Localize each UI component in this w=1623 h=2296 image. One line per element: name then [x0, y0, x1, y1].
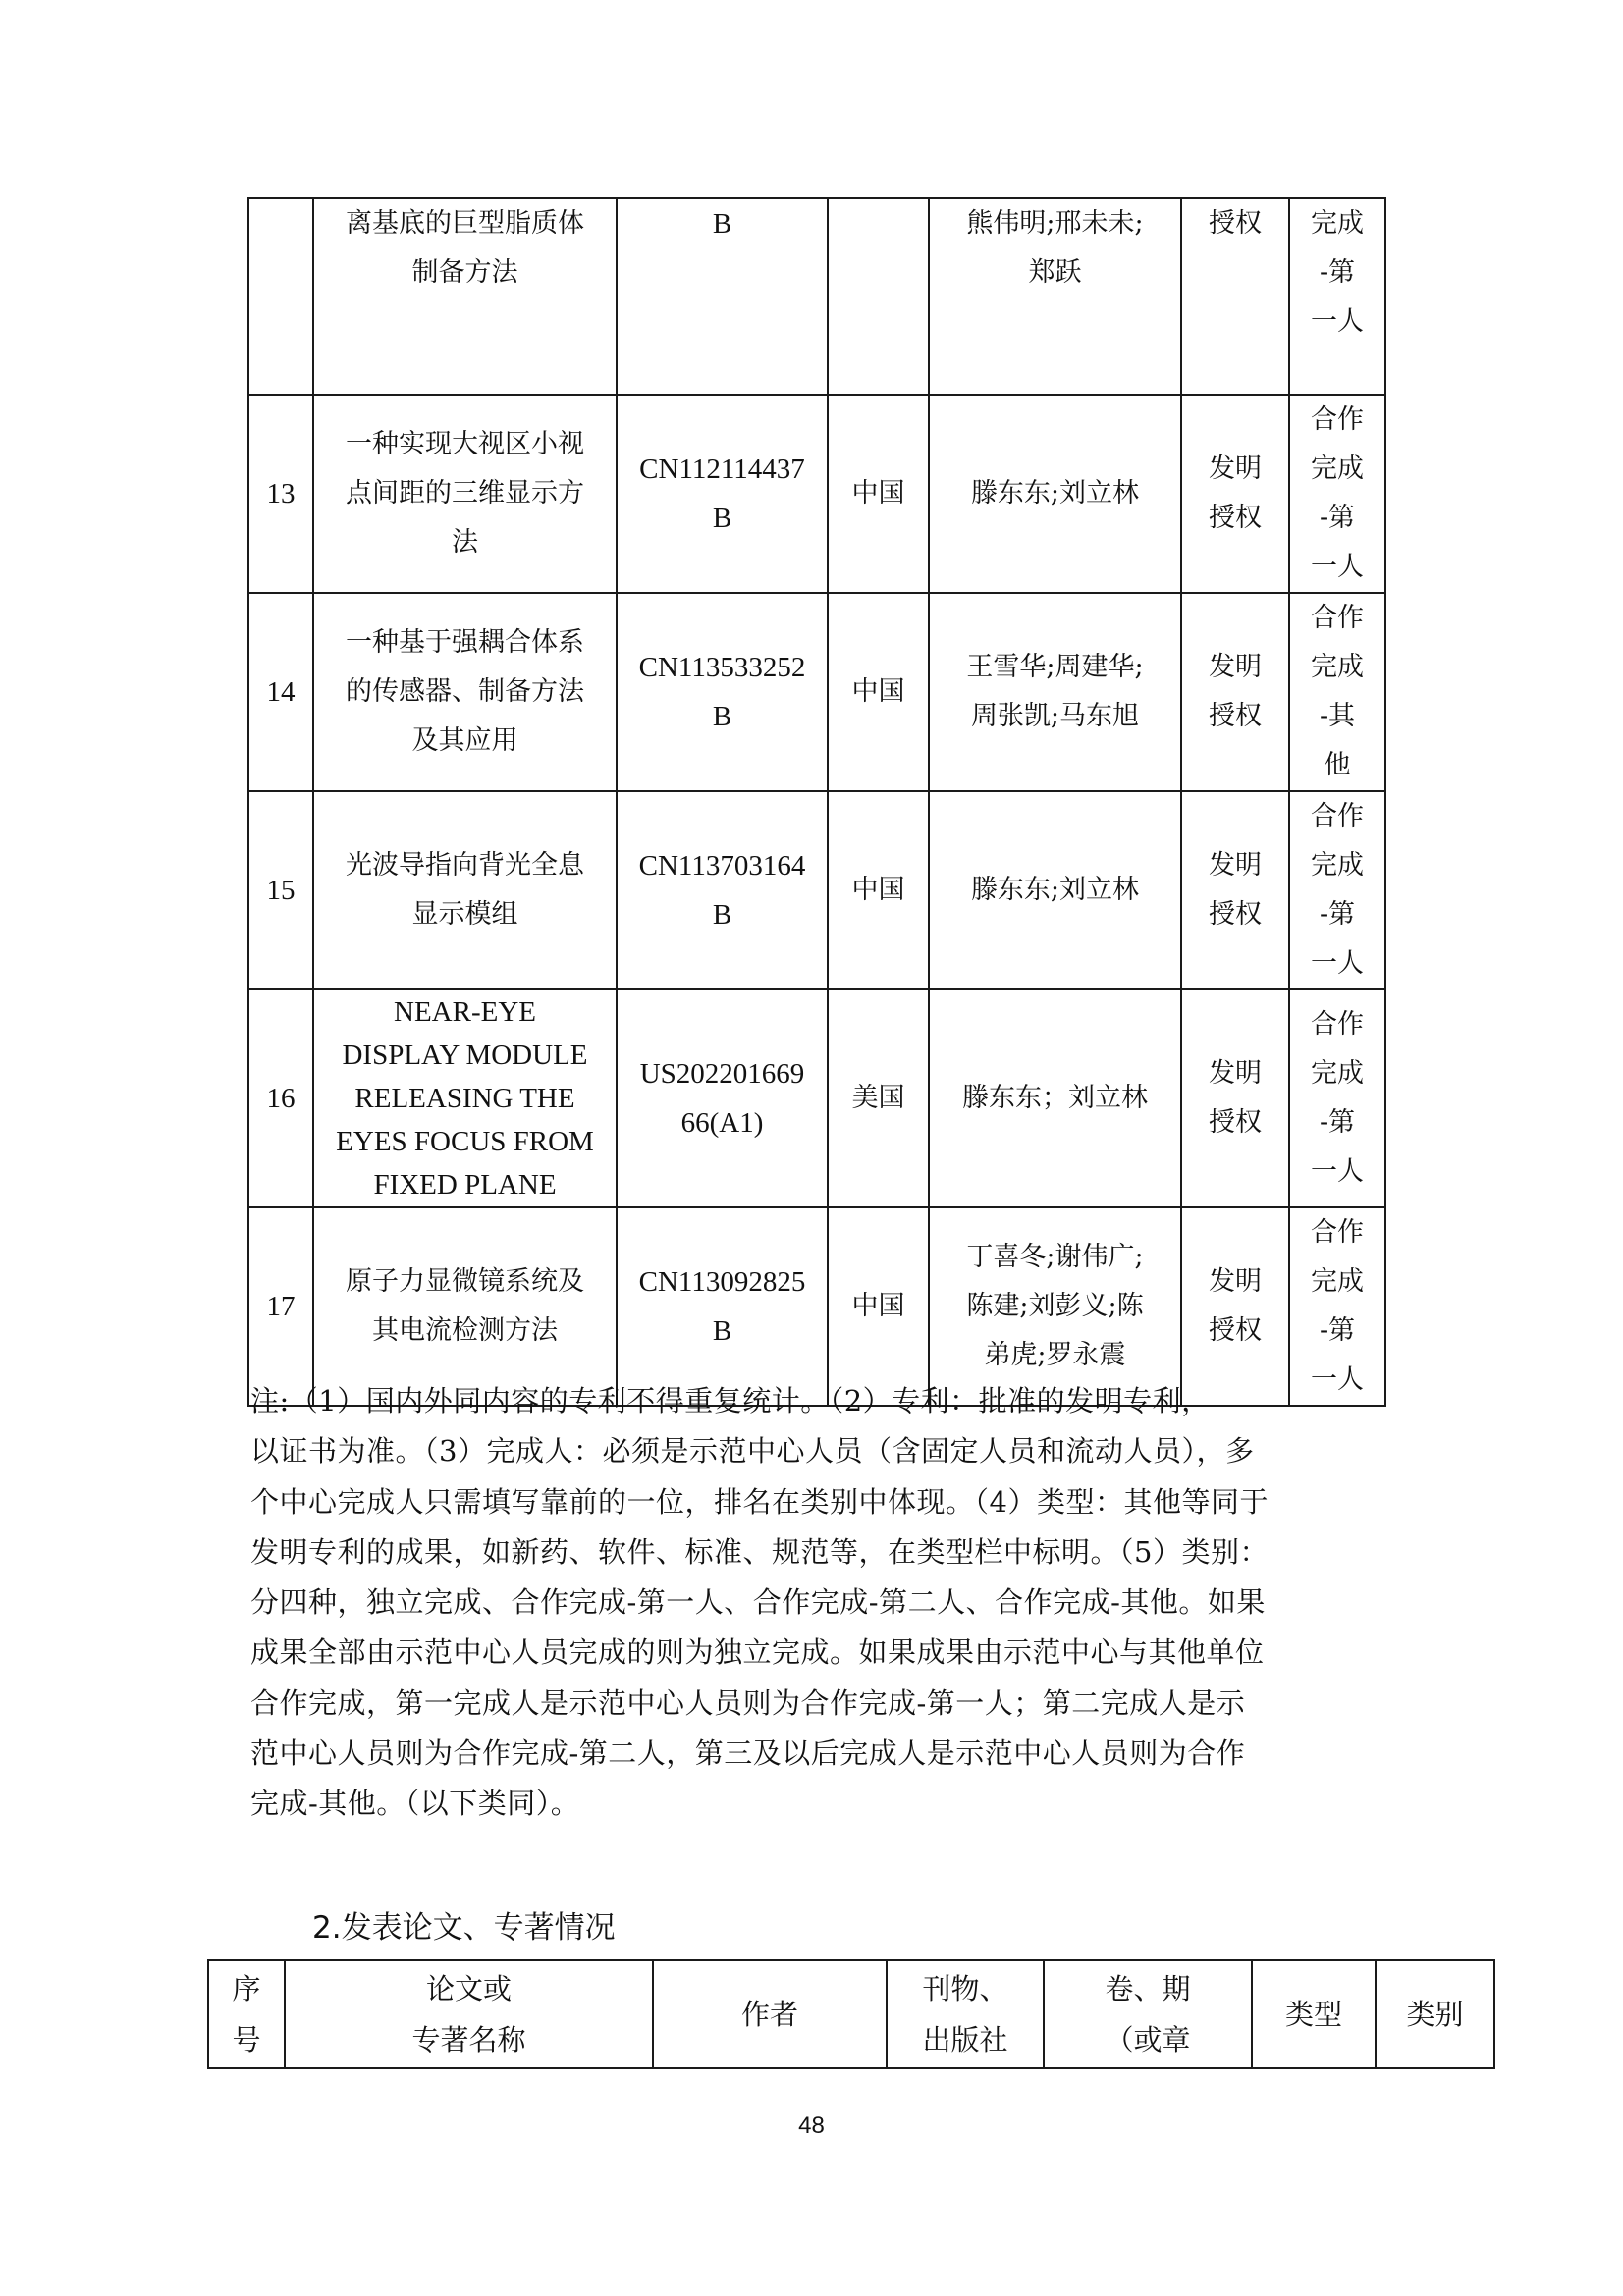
papers-header-line: 类型	[1284, 1998, 1342, 2031]
patent-title	[313, 791, 617, 989]
patent-number-line: B	[712, 701, 732, 732]
patent-category-line: 一人	[1311, 306, 1364, 337]
patent-title-line: 的传感器、制备方法	[346, 676, 584, 707]
note-line: 分四种，独立完成、合作完成-第一人、合作完成-第二人、合作完成-其他。如果	[250, 1585, 1266, 1620]
patent-category-line: 完成	[1311, 454, 1364, 484]
page-number: 48	[798, 2112, 825, 2139]
patent-type-line: 授权	[1209, 208, 1262, 239]
patent-type-line: 授权	[1209, 899, 1262, 930]
patent-title-line: FIXED PLANE	[373, 1169, 557, 1201]
patent-category-line: -第	[1319, 1315, 1356, 1346]
patent-category-line: 合作	[1311, 404, 1364, 435]
row-number: 17	[248, 1207, 313, 1406]
patent-inventors-line: 滕东东；刘立林	[962, 1083, 1148, 1113]
patent-type-line: 发明	[1209, 1266, 1262, 1297]
patent-inventors-line: 熊伟明;邢未未;	[966, 208, 1144, 239]
patent-title-line: 显示模组	[411, 899, 518, 930]
patent-type-line: 发明	[1209, 454, 1262, 484]
patent-type-line: 发明	[1209, 1058, 1262, 1089]
papers-header-line: 卷、期	[1105, 1972, 1191, 2005]
row-number: 16	[248, 989, 313, 1207]
papers-header-line: （或章	[1105, 2023, 1191, 2056]
patent-inventors-line: 陈建;刘彭义;陈	[966, 1291, 1144, 1321]
patent-number	[617, 593, 828, 791]
patent-category-line: -第	[1319, 257, 1356, 288]
patent-inventors-line: 丁喜冬;谢伟广;	[966, 1242, 1144, 1272]
patent-title-line: 一种基于强耦合体系	[346, 627, 584, 658]
patent-category	[1289, 989, 1385, 1207]
patent-title-line: 光波导指向背光全息	[346, 850, 584, 881]
papers-header-cell	[285, 1960, 653, 2068]
patent-category-line: 完成	[1311, 208, 1364, 239]
patent-number-line: B	[712, 1315, 732, 1347]
note-line: 成果全部由示范中心人员完成的则为独立完成。如果成果由示范中心与其他单位	[250, 1635, 1265, 1670]
patent-inventors-line: 王雪华;周建华;	[966, 652, 1144, 682]
patent-category-line: 一人	[1311, 1156, 1364, 1187]
patent-category-line: 完成	[1311, 1266, 1364, 1297]
patent-category-line: 一人	[1311, 948, 1364, 979]
patent-category-line: 完成	[1311, 652, 1364, 682]
patent-category	[1289, 198, 1385, 395]
row-number: 15	[248, 791, 313, 989]
section-heading: 2.发表论文、专著情况	[312, 1910, 616, 1946]
papers-header-line: 类别	[1406, 1998, 1464, 2031]
patent-type	[1181, 791, 1289, 989]
patent-number-line: US202201669	[639, 1058, 805, 1090]
papers-header-line: 刊物、	[922, 1972, 1008, 2005]
patent-number	[617, 198, 828, 395]
patent-number-line: B	[712, 503, 732, 534]
papers-header-line: 作者	[740, 1998, 798, 2031]
patent-title-line: NEAR-EYE	[394, 996, 536, 1028]
patent-country: 中国	[828, 593, 929, 791]
patent-category-line: 合作	[1311, 1009, 1364, 1040]
patent-row	[248, 593, 1385, 791]
patent-type-line: 发明	[1209, 850, 1262, 881]
patent-title-line: 其电流检测方法	[372, 1315, 558, 1346]
patent-number-line: CN113703164	[638, 850, 806, 881]
patent-title-line: 制备方法	[411, 257, 518, 288]
patent-category	[1289, 791, 1385, 989]
patent-number	[617, 395, 828, 593]
patent-title-line: DISPLAY MODULE	[342, 1040, 588, 1071]
patent-title	[313, 198, 617, 395]
papers-header-cell	[887, 1960, 1044, 2068]
patent-category-line: 一人	[1311, 552, 1364, 582]
patent-number-line: 66(A1)	[680, 1107, 764, 1139]
patent-title-line: 原子力显微镜系统及	[346, 1266, 584, 1297]
patent-row	[248, 198, 1385, 395]
patent-inventors-line: 弟虎;罗永震	[984, 1340, 1126, 1370]
patent-category-line: -第	[1319, 503, 1356, 533]
papers-header-cell	[1252, 1960, 1376, 2068]
patent-title-line: 法	[452, 527, 478, 558]
patent-type-line: 授权	[1209, 1107, 1262, 1138]
patent-inventors-line: 郑跃	[1028, 257, 1082, 288]
papers-header-cell	[653, 1960, 887, 2068]
patent-title	[313, 395, 617, 593]
papers-header-cell	[1044, 1960, 1252, 2068]
patent-type	[1181, 593, 1289, 791]
note-line: 个中心完成人只需填写靠前的一位，排名在类别中体现。（4）类型：其他等同于	[250, 1484, 1269, 1519]
note-line: 范中心人员则为合作完成-第二人，第三及以后完成人是示范中心人员则为合作	[250, 1736, 1246, 1771]
patent-inventors	[929, 593, 1181, 791]
papers-table	[207, 1959, 1495, 2069]
patent-category-line: -第	[1319, 1107, 1356, 1138]
patent-type-line: 授权	[1209, 701, 1262, 731]
patent-category-line: 一人	[1311, 1364, 1364, 1395]
patent-country: 美国	[828, 989, 929, 1207]
papers-header-line: 专著名称	[411, 2023, 526, 2056]
patent-title	[313, 989, 617, 1207]
patent-number	[617, 989, 828, 1207]
patent-country	[828, 198, 929, 395]
patent-type-line: 发明	[1209, 652, 1262, 682]
patent-country: 中国	[828, 791, 929, 989]
papers-header-line: 出版社	[922, 2023, 1008, 2056]
patent-category	[1289, 593, 1385, 791]
patent-row	[248, 395, 1385, 593]
patent-country: 中国	[828, 1207, 929, 1406]
patent-type	[1181, 198, 1289, 395]
papers-header-line: 序	[232, 1972, 261, 2005]
patent-category-line: 他	[1324, 750, 1351, 780]
patent-number	[617, 791, 828, 989]
patent-inventors-line: 滕东东;刘立林	[970, 478, 1140, 508]
patent-type-line: 授权	[1209, 1315, 1262, 1346]
patent-row	[248, 791, 1385, 989]
patent-title-line: 一种实现大视区小视	[346, 429, 584, 459]
patent-category-line: 合作	[1311, 1217, 1364, 1248]
row-number	[248, 198, 313, 395]
papers-header-cell	[1376, 1960, 1494, 2068]
patent-number-line: CN112114437	[639, 454, 805, 485]
patent-category	[1289, 395, 1385, 593]
note-line: 注:（1）国内外同内容的专利不得重复统计。（2）专利：批准的发明专利，	[250, 1384, 1211, 1417]
patent-table	[247, 197, 1386, 1407]
patent-title	[313, 593, 617, 791]
patent-category-line: -其	[1319, 701, 1356, 731]
note-line: 发明专利的成果，如新药、软件、标准、规范等，在类型栏中标明。（5）类别：	[250, 1534, 1269, 1569]
patent-title-line: 点间距的三维显示方	[346, 478, 584, 508]
patent-row	[248, 989, 1385, 1207]
patent-number-line: B	[712, 899, 732, 931]
patent-inventors	[929, 198, 1181, 395]
patent-type	[1181, 395, 1289, 593]
note-line: 完成-其他。（以下类同）。	[250, 1787, 580, 1821]
patent-inventors	[929, 791, 1181, 989]
papers-header-line: 论文或	[425, 1972, 512, 2005]
patent-title-line: EYES FOCUS FROM	[336, 1126, 594, 1157]
patent-type	[1181, 989, 1289, 1207]
note-paragraph	[250, 1376, 1384, 1830]
patent-title-line: 离基底的巨型脂质体	[346, 208, 584, 239]
patent-number-line: CN113092825	[638, 1266, 806, 1298]
note-line: 合作完成，第一完成人是示范中心人员则为合作完成-第一人；第二完成人是示	[250, 1685, 1246, 1720]
papers-header-line: 号	[232, 2023, 261, 2056]
patent-category-line: 完成	[1311, 850, 1364, 881]
patent-title-line: RELEASING THE	[354, 1083, 575, 1114]
note-line: 以证书为准。（3）完成人：必须是示范中心人员（含固定人员和流动人员），多	[250, 1434, 1255, 1468]
patent-title-line: 及其应用	[411, 725, 518, 756]
patent-number-line: B	[712, 208, 732, 240]
papers-header-cell	[208, 1960, 285, 2068]
patent-category-line: 合作	[1311, 603, 1364, 633]
patent-inventors-line: 周张凯;马东旭	[970, 701, 1140, 731]
patent-inventors-line: 滕东东;刘立林	[970, 875, 1140, 905]
row-number: 13	[248, 395, 313, 593]
patent-category-line: 完成	[1311, 1058, 1364, 1089]
row-number: 14	[248, 593, 313, 791]
patent-type-line: 授权	[1209, 503, 1262, 533]
patent-inventors	[929, 989, 1181, 1207]
papers-table-header-row	[208, 1960, 1494, 2068]
patent-country: 中国	[828, 395, 929, 593]
patent-category-line: 合作	[1311, 801, 1364, 831]
patent-table-body	[248, 198, 1385, 1406]
patent-inventors	[929, 395, 1181, 593]
patent-number-line: CN113533252	[638, 652, 806, 683]
patent-category-line: -第	[1319, 899, 1356, 930]
